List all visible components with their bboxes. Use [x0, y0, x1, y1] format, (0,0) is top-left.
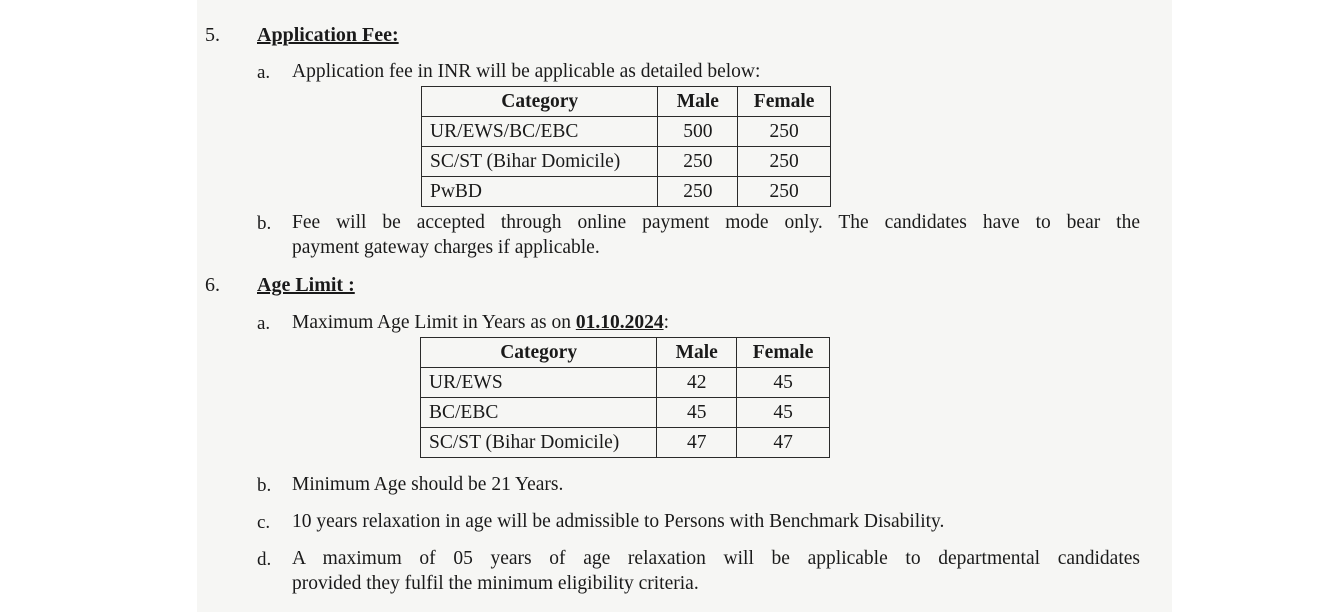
- table-row: [422, 147, 831, 177]
- table-cell: UR/EWS: [421, 368, 657, 398]
- header-category: Category: [421, 338, 657, 368]
- item-text: Fee will be accepted through online payment mode only. The candidates have to bear the: [292, 212, 1140, 233]
- table-header-row: [422, 87, 831, 117]
- header-male: Male: [658, 87, 738, 117]
- item-label: a.: [257, 62, 271, 83]
- item-label: a.: [257, 313, 271, 334]
- table-cell: BC/EBC: [421, 398, 657, 428]
- table-row: [422, 117, 831, 147]
- table-cell: 45: [737, 368, 830, 398]
- table-row: [421, 368, 830, 398]
- age-limit-table: [420, 337, 830, 458]
- table-cell: PwBD: [422, 177, 658, 207]
- table-cell: 47: [657, 428, 737, 458]
- table-cell: SC/ST (Bihar Domicile): [422, 147, 658, 177]
- table-cell: SC/ST (Bihar Domicile): [421, 428, 657, 458]
- item-text-suffix: :: [663, 312, 669, 333]
- item-text: payment gateway charges if applicable.: [292, 237, 600, 258]
- item-text: Minimum Age should be 21 Years.: [292, 474, 564, 495]
- section-number: 6.: [205, 274, 220, 296]
- section-heading: Age Limit :: [257, 274, 355, 296]
- fee-table: [421, 86, 831, 207]
- item-label: b.: [257, 475, 272, 496]
- table-cell: 45: [737, 398, 830, 428]
- table-cell: 42: [657, 368, 737, 398]
- section-number: 5.: [205, 24, 220, 46]
- item-text-prefix: Maximum Age Limit in Years as on: [292, 312, 576, 333]
- table-cell: 250: [658, 177, 738, 207]
- table-row: [421, 398, 830, 428]
- table-cell: 250: [738, 177, 831, 207]
- table-cell: UR/EWS/BC/EBC: [422, 117, 658, 147]
- table-cell: 250: [738, 117, 831, 147]
- table-cell: 250: [658, 147, 738, 177]
- header-female: Female: [737, 338, 830, 368]
- item-text: 10 years relaxation in age will be admissible to Persons with Benchmark Disability.: [292, 511, 945, 532]
- table-cell: 47: [737, 428, 830, 458]
- section-heading: Application Fee:: [257, 24, 399, 46]
- table-cell: 500: [658, 117, 738, 147]
- header-male: Male: [657, 338, 737, 368]
- table-cell: 250: [738, 147, 831, 177]
- item-text: A maximum of 05 years of age relaxation will be applicable to departmental candidates: [292, 548, 1140, 569]
- table-cell: 45: [657, 398, 737, 428]
- table-row: [422, 177, 831, 207]
- header-female: Female: [738, 87, 831, 117]
- header-category: Category: [422, 87, 658, 117]
- item-text: Application fee in INR will be applicable as detailed below:: [292, 61, 761, 82]
- table-row: [421, 428, 830, 458]
- item-text: [292, 312, 669, 334]
- item-label: d.: [257, 549, 272, 570]
- item-label: c.: [257, 512, 271, 533]
- table-header-row: [421, 338, 830, 368]
- item-label: b.: [257, 213, 272, 234]
- item-text: provided they fulfil the minimum eligibility criteria.: [292, 573, 699, 594]
- reference-date: 01.10.2024: [575, 312, 664, 333]
